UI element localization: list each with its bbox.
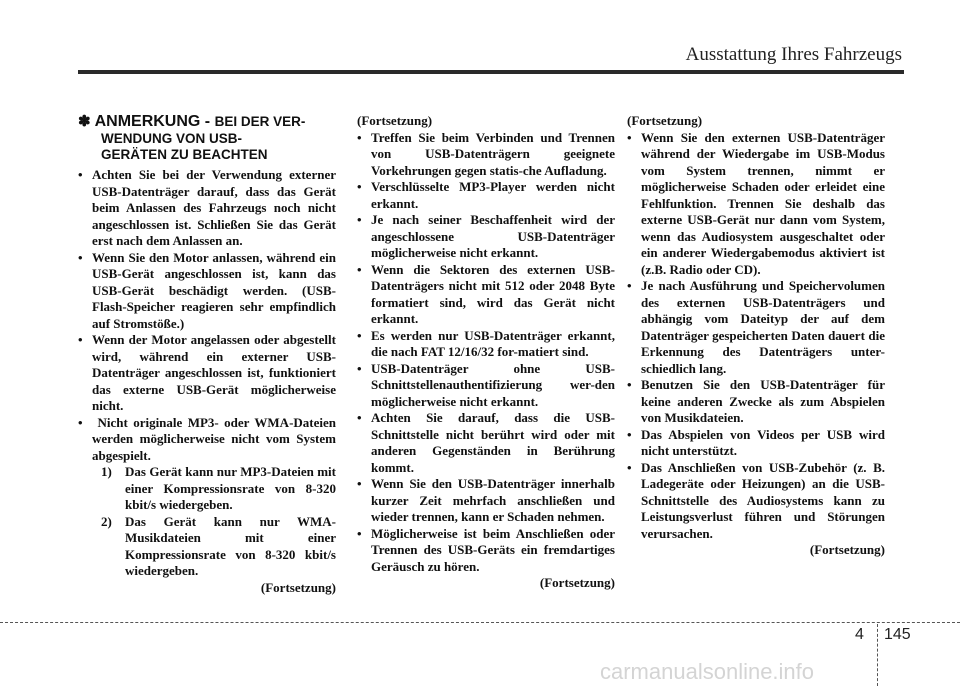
continued-top-label: (Fortsetzung) (357, 113, 433, 128)
list-item-text: Nicht originale MP3- oder WMA-Dateien werden möglicherweise nicht vom System abgespielt. (92, 414, 336, 463)
footer-dashed-divider (877, 624, 878, 686)
list-item: • Das Abspielen von Videos per USB wird nicht unterstützt. (627, 427, 885, 460)
list-item: • Wenn der Motor angelassen oder abgestellt wird, während ein externer USB-Datenträger angeschlossen ist, funktioniert das externe USB-Gerät möglicherweise nicht. (78, 332, 336, 415)
continued-top-label: (Fortsetzung) (627, 113, 703, 128)
list-item: • Es werden nur USB-Datenträger erkannt, die nach FAT 12/16/32 for-matiert sind. (357, 328, 615, 361)
continued-label: (Fortsetzung) (260, 579, 336, 595)
header-rule (78, 70, 904, 74)
note-heading (78, 113, 336, 163)
watermark-text: carmanualsonline.info (600, 659, 815, 684)
sub-item-number: 1) (101, 464, 112, 479)
list-item: • Achten Sie darauf, dass die USB-Schnittstelle nicht berührt wird oder mit anderen Gegenständen in Berührung kommt. (357, 410, 615, 476)
continued-label: (Fortsetzung) (539, 575, 615, 590)
col3-bullet-list (627, 130, 885, 543)
sub-item-number: 2) (101, 513, 112, 529)
sub-item-text: Das Gerät kann nur MP3-Dateien mit einer Kompressionsrate von 8-320 kbit/s wiedergeben. (125, 464, 336, 512)
note-title-line3: GERÄTEN ZU BEACHTEN (101, 147, 268, 162)
list-item: • Möglicherweise ist beim Anschließen oder Trennen des USB-Geräts ein fremdartiges Geräusch zu hören. (357, 526, 615, 576)
list-item: • Das Anschließen von USB-Zubehör (z. B. Ladegeräte oder Heizungen) an die USB-Schnittstelle des Audiosystems kann zu Leistungsverlust führen und Störungen verursachen. (627, 460, 885, 543)
list-item: • Benutzen Sie den USB-Datenträger für keine anderen Zwecke als zum Abspielen von Musikdateien. (627, 377, 885, 427)
col2-bullet-list (357, 130, 615, 576)
chapter-number: 4 (855, 626, 864, 643)
list-item: • Wenn Sie den USB-Datenträger innerhalb kurzer Zeit mehrfach anschließen und wieder trennen, kann er Schaden nehmen. (357, 476, 615, 526)
column-1 (78, 113, 336, 596)
footer-dashed-rule (0, 622, 960, 623)
list-item: • Je nach seiner Beschaffenheit wird der angeschlossene USB-Datenträger möglicherweise nicht erkannt. (357, 212, 615, 262)
page-number: 145 (884, 626, 911, 643)
column-3 (627, 113, 885, 559)
note-title-line2: WENDUNG VON USB- (101, 131, 242, 146)
list-item: • Treffen Sie beim Verbinden und Trennen von USB-Datenträgern geeignete Vorkehrungen gegen statis-che Aufladung. (357, 130, 615, 180)
list-item: • Verschlüsselte MP3-Player werden nicht erkannt. (357, 179, 615, 212)
note-title-main: ANMERKUNG - (94, 113, 215, 130)
list-item (78, 415, 336, 580)
col1-bullet-list (78, 167, 336, 580)
list-item: • Achten Sie bei der Verwendung externer USB-Datenträger darauf, dass das Gerät beim Anlassen des Fahrzeugs noch nicht angeschlossen ist. Schließen Sie das Gerät erst nach dem Anlassen an. (78, 167, 336, 250)
continued-label: (Fortsetzung) (809, 542, 885, 557)
list-item: • Wenn die Sektoren des externen USB-Datenträgers nicht mit 512 oder 2048 Byte formatiert sind, wird das Gerät nicht erkannt. (357, 262, 615, 328)
section-header-title: Ausstattung Ihres Fahrzeugs (685, 44, 902, 65)
sub-list-item (101, 514, 336, 580)
sub-item-text: Das Gerät kann nur WMA-Musikdateien mit einer Kompressionsrate von 8-320 kbit/s wiedergeben. (125, 513, 336, 578)
column-2 (357, 113, 615, 592)
sub-list-item (101, 464, 336, 514)
numbered-sub-list (92, 464, 336, 580)
list-item: • Wenn Sie den Motor anlassen, während ein USB-Gerät angeschlossen ist, kann das USB-Gerät beschädigt werden. (USB-Flash-Speicher reagieren sehr empfindlich auf Stromstöße.) (78, 250, 336, 333)
list-item: • USB-Datenträger ohne USB-Schnittstellenauthentifizierung wer-den möglicherweise nicht erkannt. (357, 361, 615, 411)
note-title-line1: BEI DER VER- (214, 114, 306, 129)
list-item: • Wenn Sie den externen USB-Datenträger während der Wiedergabe im USB-Modus vom System trennen, nimmt er möglicherweise Schaden oder erleidet eine Fehlfunktion. Trennen Sie deshalb das externe USB-Gerät nur dann vom System, wenn das Audiosystem ausgeschaltet oder ein anderer Wiedergabemodus aktiviert ist (z.B. Radio oder CD). (627, 130, 885, 279)
list-item: • Je nach Ausführung und Speichervolumen des externen USB-Datenträgers und abhängig vom Dateityp der auf dem Datenträger gespeicherten Daten dauert die Erkennung des Datenträgers unter-schiedlich lang. (627, 278, 885, 377)
note-star-icon: ✽ (78, 113, 91, 130)
